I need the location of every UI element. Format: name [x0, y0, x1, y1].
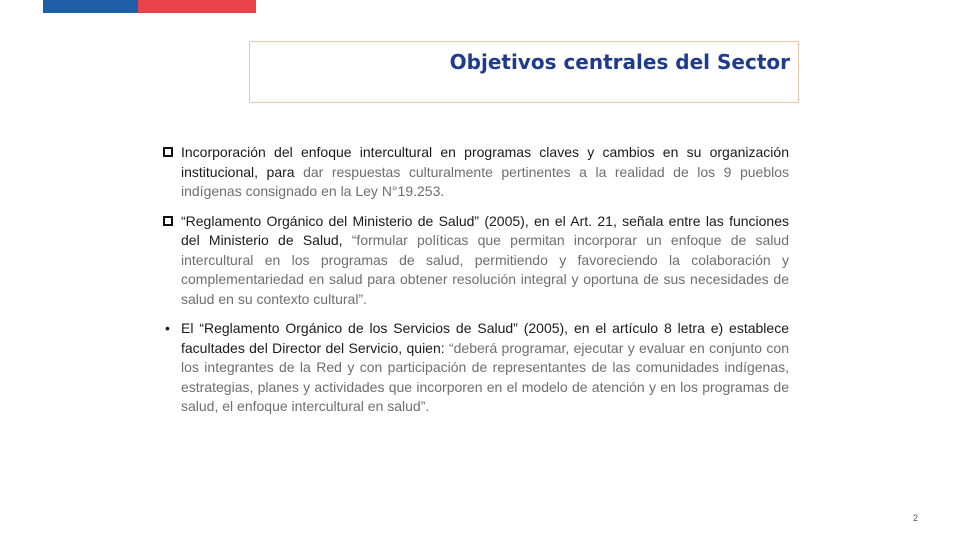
item-text: Incorporación del enfoque intercultural en programas claves y cambios en su organización institucional, para: [181, 144, 789, 180]
item-highlight: “deberá programar, ejecutar y evaluar en conjunto con los integrantes de la Red y con participación de representantes de las comunidades indígenas, estrategias, planes y actividades que incorporen en el modelo de atención y en los programas de salud, el enfoque intercultural en salud”.: [181, 339, 789, 414]
checkbox-bullet-icon: [163, 216, 173, 226]
content-list: [163, 143, 789, 427]
item-highlight: dar respuestas culturalmente pertinentes a la realidad de los 9 pueblos indígenas consignado en la Ley N°19.253.: [181, 163, 790, 199]
page-title: Objetivos centrales del Sector: [449, 50, 790, 74]
item-text: “Reglamento Orgánico del Ministerio de Salud” (2005), en el Art. 21, señala entre las funciones del Ministerio de Salud,: [181, 212, 789, 248]
list-item: [163, 319, 789, 417]
list-item: [163, 212, 789, 310]
item-highlight: “formular políticas que permitan incorporar un enfoque de salud intercultural en los programas de salud, permitiendo y favoreciendo la colaboración y complementariedad en salud para obtener resolución integral y oportuna de sus necesidades de salud en su contexto cultural”.: [181, 232, 789, 307]
dot-bullet-icon: •: [165, 320, 170, 336]
list-item: [163, 143, 789, 202]
item-text: El “Reglamento Orgánico de los Servicios de Salud” (2005), en el artículo 8 letra e) establece facultades del Director del Servicio, quien:: [181, 320, 789, 356]
checkbox-bullet-icon: [163, 147, 173, 157]
flag-stripe-blue: [43, 0, 138, 13]
page-number: 2: [913, 513, 919, 523]
title-box: [249, 41, 799, 103]
flag-stripe-red: [138, 0, 256, 13]
